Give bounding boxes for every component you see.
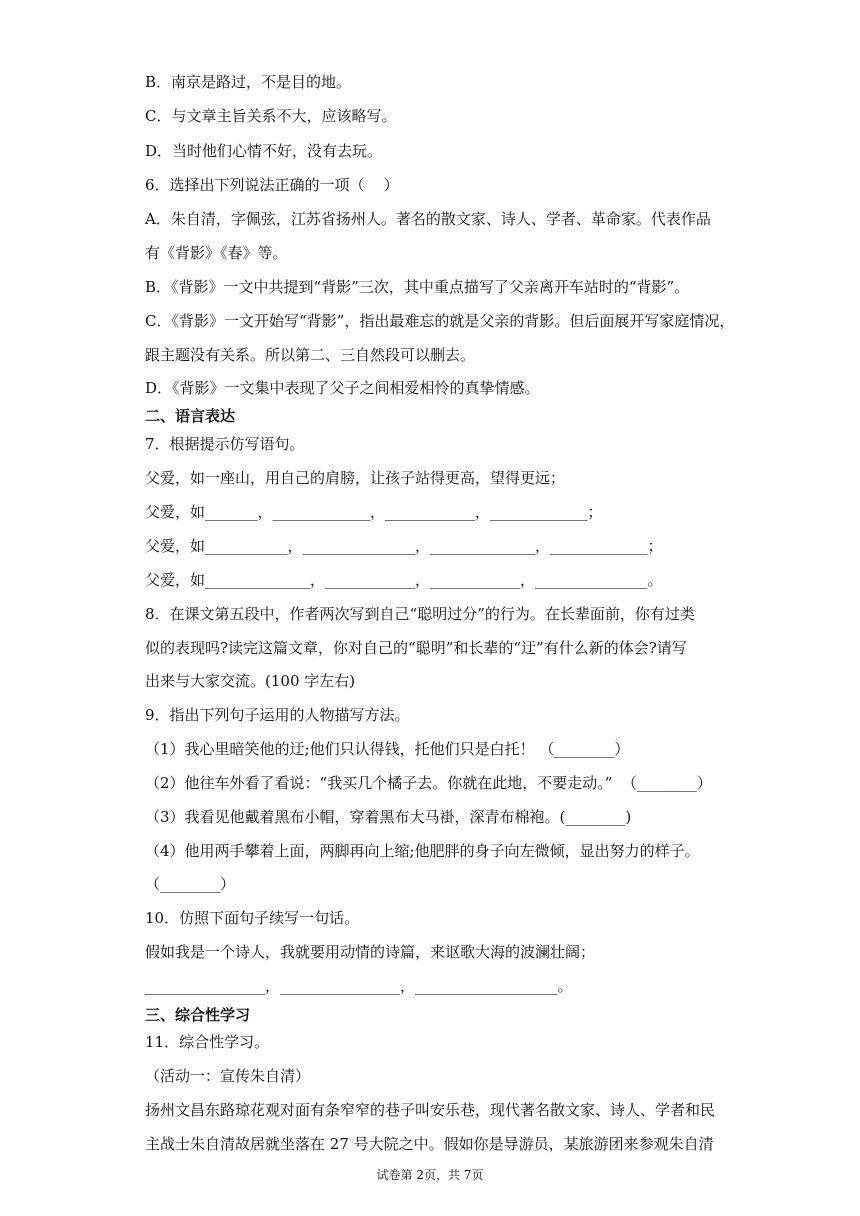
q9-item-4-blank: （________） <box>145 875 236 893</box>
option-d-line: D．当时他们心情不好，没有去玩。 <box>145 142 383 160</box>
q6-option-c: C．《背影》一文开始写“背影”，指出最难忘的就是父亲的背影。但后面展开写家庭情况， <box>145 312 735 330</box>
section-3-heading: 三、综合性学习 <box>145 1006 251 1024</box>
q9-item-3: （3）我看见他戴着黑布小帽，穿着黑布大马褂，深青布棉袍。(________) <box>145 808 632 826</box>
page-footer: 试卷第 2页，共 7页 <box>376 1168 484 1182</box>
q10-example: 假如我是一个诗人，我就要用动情的诗篇，来讴歌大海的波澜壮阔； <box>145 943 596 961</box>
q7-blank-1: 父爱，如_______，_____________，____________，_____________； <box>145 503 603 521</box>
q7-blank-3: 父爱，如______________，____________，____________，_______________。 <box>145 571 663 589</box>
option-c-line: C．与文章主旨关系不大，应该略写。 <box>145 107 397 125</box>
question-10-stem: 10．仿照下面句子续写一句话。 <box>145 909 360 927</box>
q7-blank-2: 父爱，如___________，_______________，______________，_____________； <box>145 537 663 555</box>
question-6-stem: 6．选择出下列说法正确的一项（ ） <box>145 176 399 194</box>
q11-paragraph-2: 主战士朱自清故居就坐落在 27 号大院之中。假如你是导游员，某旅游团来参观朱自清 <box>145 1135 714 1153</box>
q6-option-b: B．《背影》一文中共提到“背影”三次，其中重点描写了父亲离开车站时的“背影”。 <box>145 278 690 296</box>
question-9-stem: 9．指出下列句子运用的人物描写方法。 <box>145 706 410 724</box>
section-2-heading: 二、语言表达 <box>145 407 236 425</box>
question-7-stem: 7．根据提示仿写语句。 <box>145 435 305 453</box>
option-b-line: B．南京是路过，不是目的地。 <box>145 73 352 91</box>
q6-option-a: A．朱自清，字佩弦，江苏省扬州人。著名的散文家、诗人、学者、革命家。代表作品 <box>145 210 711 228</box>
q9-item-4: （4）他用两手攀着上面，两脚再向上缩;他肥胖的身子向左微倾，显出努力的样子。 <box>145 842 700 860</box>
q11-paragraph-1: 扬州文昌东路琼花观对面有条窄窄的巷子叫安乐巷，现代著名散文家、诗人、学者和民 <box>145 1101 716 1119</box>
q9-item-1: （1）我心里暗笑他的迂;他们只认得钱，托他们只是白托！ （________） <box>145 740 630 758</box>
q9-item-2: （2）他往车外看了看说：“我买几个橘子去。你就在此地，不要走动。” （________） <box>145 774 712 792</box>
question-8-cont-1: 似的表现吗?读完这篇文章，你对自己的“聪明”和长辈的“迂”有什么新的体会?请写 <box>145 639 687 657</box>
q7-example: 父爱，如一座山，用自己的肩膀，让孩子站得更高，望得更远； <box>145 469 566 487</box>
question-8-stem: 8．在课文第五段中，作者两次写到自己“聪明过分”的行为。在长辈面前，你有过类 <box>145 605 695 623</box>
q11-activity-1: （活动一：宣传朱自清） <box>145 1067 311 1085</box>
q6-option-d: D．《背影》一文集中表现了父子之间相爱相怜的真挚情感。 <box>145 379 540 397</box>
question-8-cont-2: 出来与大家交流。(100 字左右) <box>145 672 356 690</box>
q10-blank: ________________，________________，___________________。 <box>145 977 573 995</box>
q6-option-c-cont: 跟主题没有关系。所以第二、三自然段可以删去。 <box>145 346 476 364</box>
question-11-stem: 11．综合性学习。 <box>145 1033 270 1051</box>
q6-option-a-cont: 有《背影》《春》等。 <box>145 244 288 262</box>
